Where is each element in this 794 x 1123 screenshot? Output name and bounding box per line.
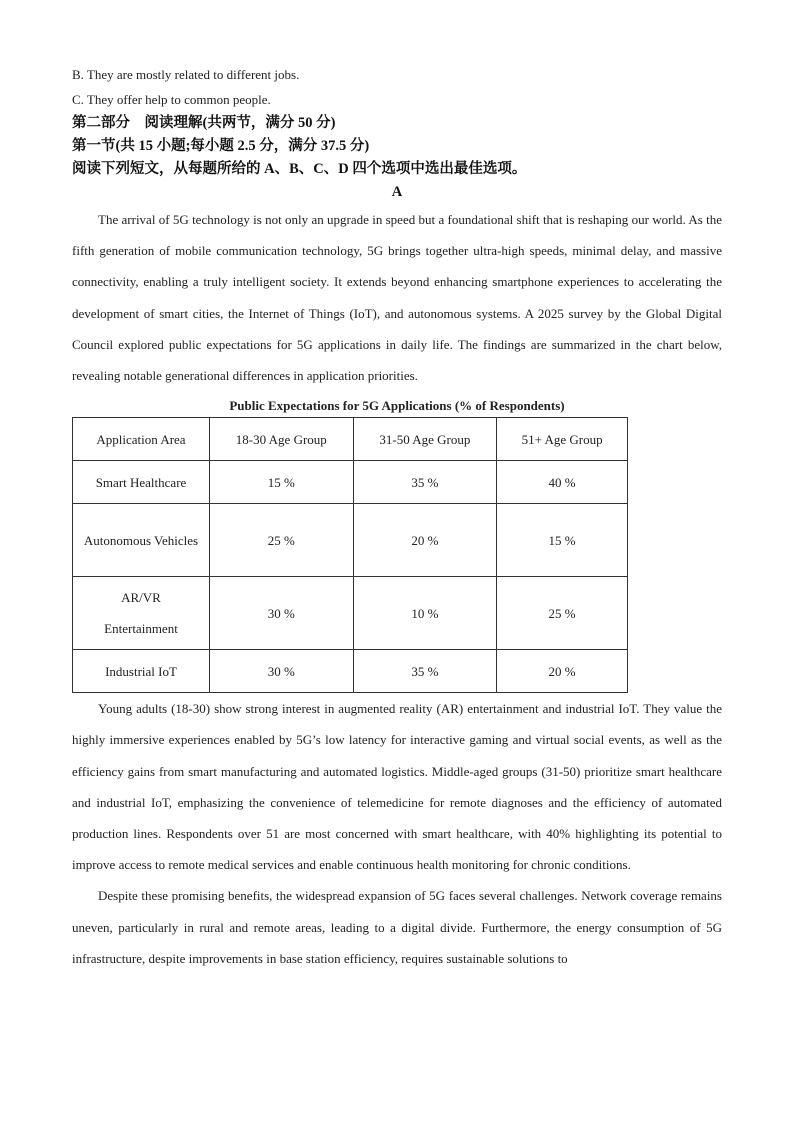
passage-letter: A: [391, 184, 403, 200]
option-c: C. They offer help to common people.: [72, 92, 271, 107]
table-row: [73, 504, 628, 577]
cell-value: 15 %: [210, 461, 354, 504]
cell-value: 25 %: [210, 504, 354, 577]
table-caption: Public Expectations for 5G Applications (% of Respondents): [229, 398, 565, 414]
paragraph-intro: The arrival of 5G technology is not only an upgrade in speed but a foundational shift that is reshaping our world. As the fifth generation of mobile communication technology, 5G brings together ultra-high speeds, minimal delay, and massive connectivity, enabling a truly intelligent society. It extends beyond enhancing smartphone experiences to accelerating the development of smart cities, the Internet of Things (IoT), and autonomous systems. A 2025 survey by the Global Digital Council explored public expectations for 5G applications in daily life. The findings are summarized in the chart below, revealing notable generational differences in application priorities.: [72, 212, 722, 384]
paragraph-challenges: Despite these promising benefits, the widespread expansion of 5G faces several challenges. Network coverage remains uneven, particularly in rural and remote areas, leading to a digital divide. Furthermore, the energy consumption of 5G infrastructure, despite improvements in base station efficiency, requires sustainable solutions to: [72, 888, 722, 966]
cell-area: Smart Healthcare: [73, 461, 210, 504]
paragraph-generations: Young adults (18-30) show strong interest in augmented reality (AR) entertainment and industrial IoT. They value the highly immersive experiences enabled by 5G’s low latency for interactive gaming and virtual social events, as well as the efficiency gains from smart manufacturing and automated logistics. Middle-aged groups (31-50) prioritize smart healthcare and industrial IoT, emphasizing the convenience of telemedicine for remote diagnoses and the efficiency of automated production lines. Respondents over 51 are most concerned with smart healthcare, with 40% highlighting its potential to improve access to remote medical services and enable continuous health monitoring for chronic conditions.: [72, 701, 722, 873]
table-row: [73, 650, 628, 693]
table-header-row: [73, 418, 628, 461]
expectations-table: [72, 417, 628, 693]
cell-value: 20 %: [497, 650, 628, 693]
cell-value: 35 %: [353, 650, 497, 693]
option-b: B. They are mostly related to different jobs.: [72, 67, 300, 82]
part-heading: 第二部分 阅读理解(共两节，满分 50 分): [72, 115, 336, 131]
subsection-heading: 第一节(共 15 小题;每小题 2.5 分，满分 37.5 分): [72, 138, 370, 154]
cell-value: 10 %: [353, 577, 497, 650]
header-18-30: 18-30 Age Group: [210, 418, 354, 461]
cell-value: 35 %: [353, 461, 497, 504]
header-51-plus: 51+ Age Group: [497, 418, 628, 461]
cell-area: Industrial IoT: [73, 650, 210, 693]
table-row: [73, 577, 628, 650]
cell-area: Autonomous Vehicles: [73, 504, 210, 577]
cell-value: 30 %: [210, 650, 354, 693]
header-31-50: 31-50 Age Group: [353, 418, 497, 461]
cell-value: 15 %: [497, 504, 628, 577]
header-application-area: Application Area: [73, 418, 210, 461]
cell-value: 30 %: [210, 577, 354, 650]
cell-value: 20 %: [353, 504, 497, 577]
cell-value: 25 %: [497, 577, 628, 650]
cell-value: 40 %: [497, 461, 628, 504]
table-row: [73, 461, 628, 504]
instruction-text: 阅读下列短文，从每题所给的 A、B、C、D 四个选项中选出最佳选项。: [72, 161, 527, 177]
cell-area: AR/VR Entertainment: [73, 577, 210, 650]
document-page: [72, 62, 722, 974]
